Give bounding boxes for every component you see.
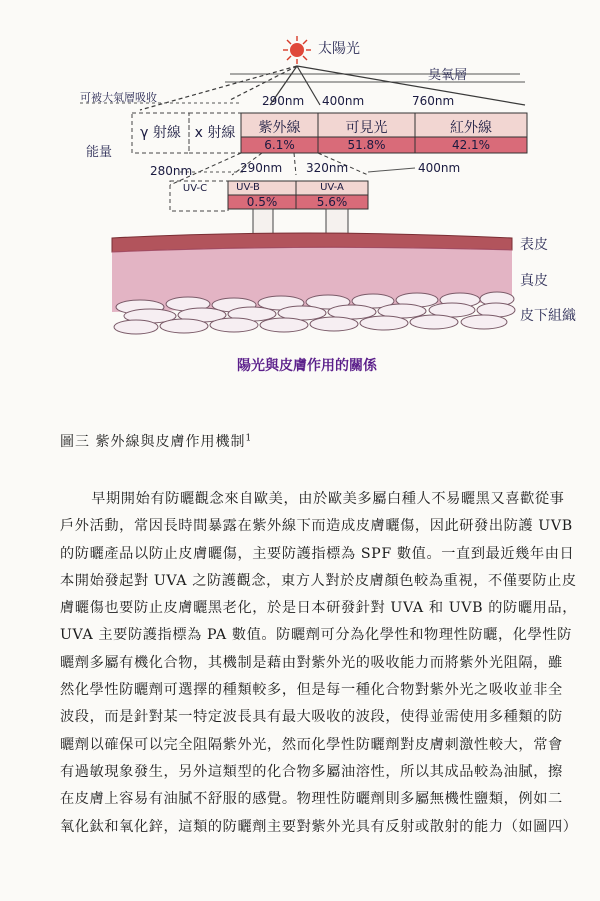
visible-percent: 51.8% <box>347 138 386 152</box>
paragraph-line: 有過敏現象發生，另外這類型的化合物多屬油溶性，所以其成品較為油膩，擦 <box>60 763 563 780</box>
x-ray-cell: x 射線 <box>194 125 236 141</box>
gamma-ray-cell: γ 射線 <box>140 125 181 141</box>
paragraph-line: 然化學性防曬劑可選擇的種類較多，但是每一種化合物對紫外光之吸收並非全 <box>60 682 563 699</box>
paragraph-line: UVA 主要防護指標為 PA 數值。防曬劑可分為化學性和物理性防曬，化學性防 <box>60 627 572 644</box>
infrared-cell: 紅外線 <box>450 120 492 136</box>
paragraph-line: 曬劑以確保可以完全阻隔紫外光，然而化學性防曬劑對皮膚刺激性較大，常會 <box>60 736 563 753</box>
uvc-cell: UV-C <box>182 183 208 194</box>
uva-percent: 5.6% <box>316 195 348 209</box>
body-paragraph <box>60 486 578 841</box>
paragraph-line: 膚曬傷也要防止皮膚曬黑老化，於是日本研發針對 UVA 和 UVB 的防曬用品， <box>60 600 577 617</box>
nm400-pointer <box>368 168 415 172</box>
paragraph-line: 波段，而是針對某一特定波長具有最大吸收的波段，使得並需使用多種類的防 <box>60 709 563 726</box>
uv-percent: 6.1% <box>264 138 295 152</box>
nm-400-label: 400nm <box>322 94 365 108</box>
paragraph-line: 在皮膚上容易有油膩不舒服的感覺。物理性防曬劑則多屬無機性鹽類，例如二 <box>60 791 563 808</box>
infrared-percent: 42.1% <box>451 138 491 152</box>
subcutis-label: 皮下組織 <box>520 308 576 324</box>
reference-number: 1 <box>245 433 253 444</box>
figure-caption-text: 圖三 紫外線與皮膚作用機制 <box>60 434 246 450</box>
nm-760-label: 760nm <box>412 94 455 108</box>
nm-400b-label: 400nm <box>418 161 461 175</box>
absorb-label: 可被大氣層吸收 <box>80 91 157 104</box>
uvb-cell: UV-B <box>236 182 260 193</box>
skin-cross-section <box>112 233 515 334</box>
epidermis-label: 表皮 <box>520 237 548 253</box>
uv-cell: 紫外線 <box>258 120 301 136</box>
figure-inner-caption: 陽光與皮膚作用的關係 <box>237 358 377 374</box>
paragraph-line: 曬劑多屬有機化合物，其機制是藉由對紫外光的吸收能力而將紫外光阻隔，雖 <box>60 654 563 671</box>
energy-label: 能量 <box>86 145 113 160</box>
paragraph-line: 早期開始有防曬觀念來自歐美，由於歐美多屬白種人不易曬黑又喜歡從事 <box>91 491 565 507</box>
paragraph-line: 本開始發起對 UVA 之防護觀念，東方人對於皮膚顏色較為重視，不僅要防止皮 <box>60 572 577 589</box>
visible-light-cell: 可見光 <box>345 120 388 136</box>
nm-290b-label: 290nm <box>240 161 283 175</box>
dermis-label: 真皮 <box>520 273 548 289</box>
ozone-label: 臭氧層 <box>428 68 468 83</box>
paragraph-line: 戶外活動，常因長時間暴露在紫外線下而造成皮膚曬傷，因此研發出防護 UVB <box>60 518 573 535</box>
nm-290-label: 290nm <box>262 94 305 108</box>
figure-caption <box>60 431 252 451</box>
paragraph-line: 的防曬產品以防止皮膚曬傷，主要防護指標為 SPF 數值。一直到最近幾年由日 <box>60 545 575 562</box>
sunlight-skin-diagram <box>0 0 600 385</box>
sun-label: 太陽光 <box>318 41 360 57</box>
sun-icon <box>283 36 311 64</box>
paragraph-line: 氧化鈦和氧化鋅，這類的防曬劑主要對紫外光具有反射或散射的能力（如圖四） <box>60 818 578 835</box>
nm-320-label: 320nm <box>306 161 349 175</box>
nm-280-label: 280nm <box>150 164 193 178</box>
uva-cell: UV-A <box>320 182 344 193</box>
uvb-percent: 0.5% <box>246 195 278 209</box>
